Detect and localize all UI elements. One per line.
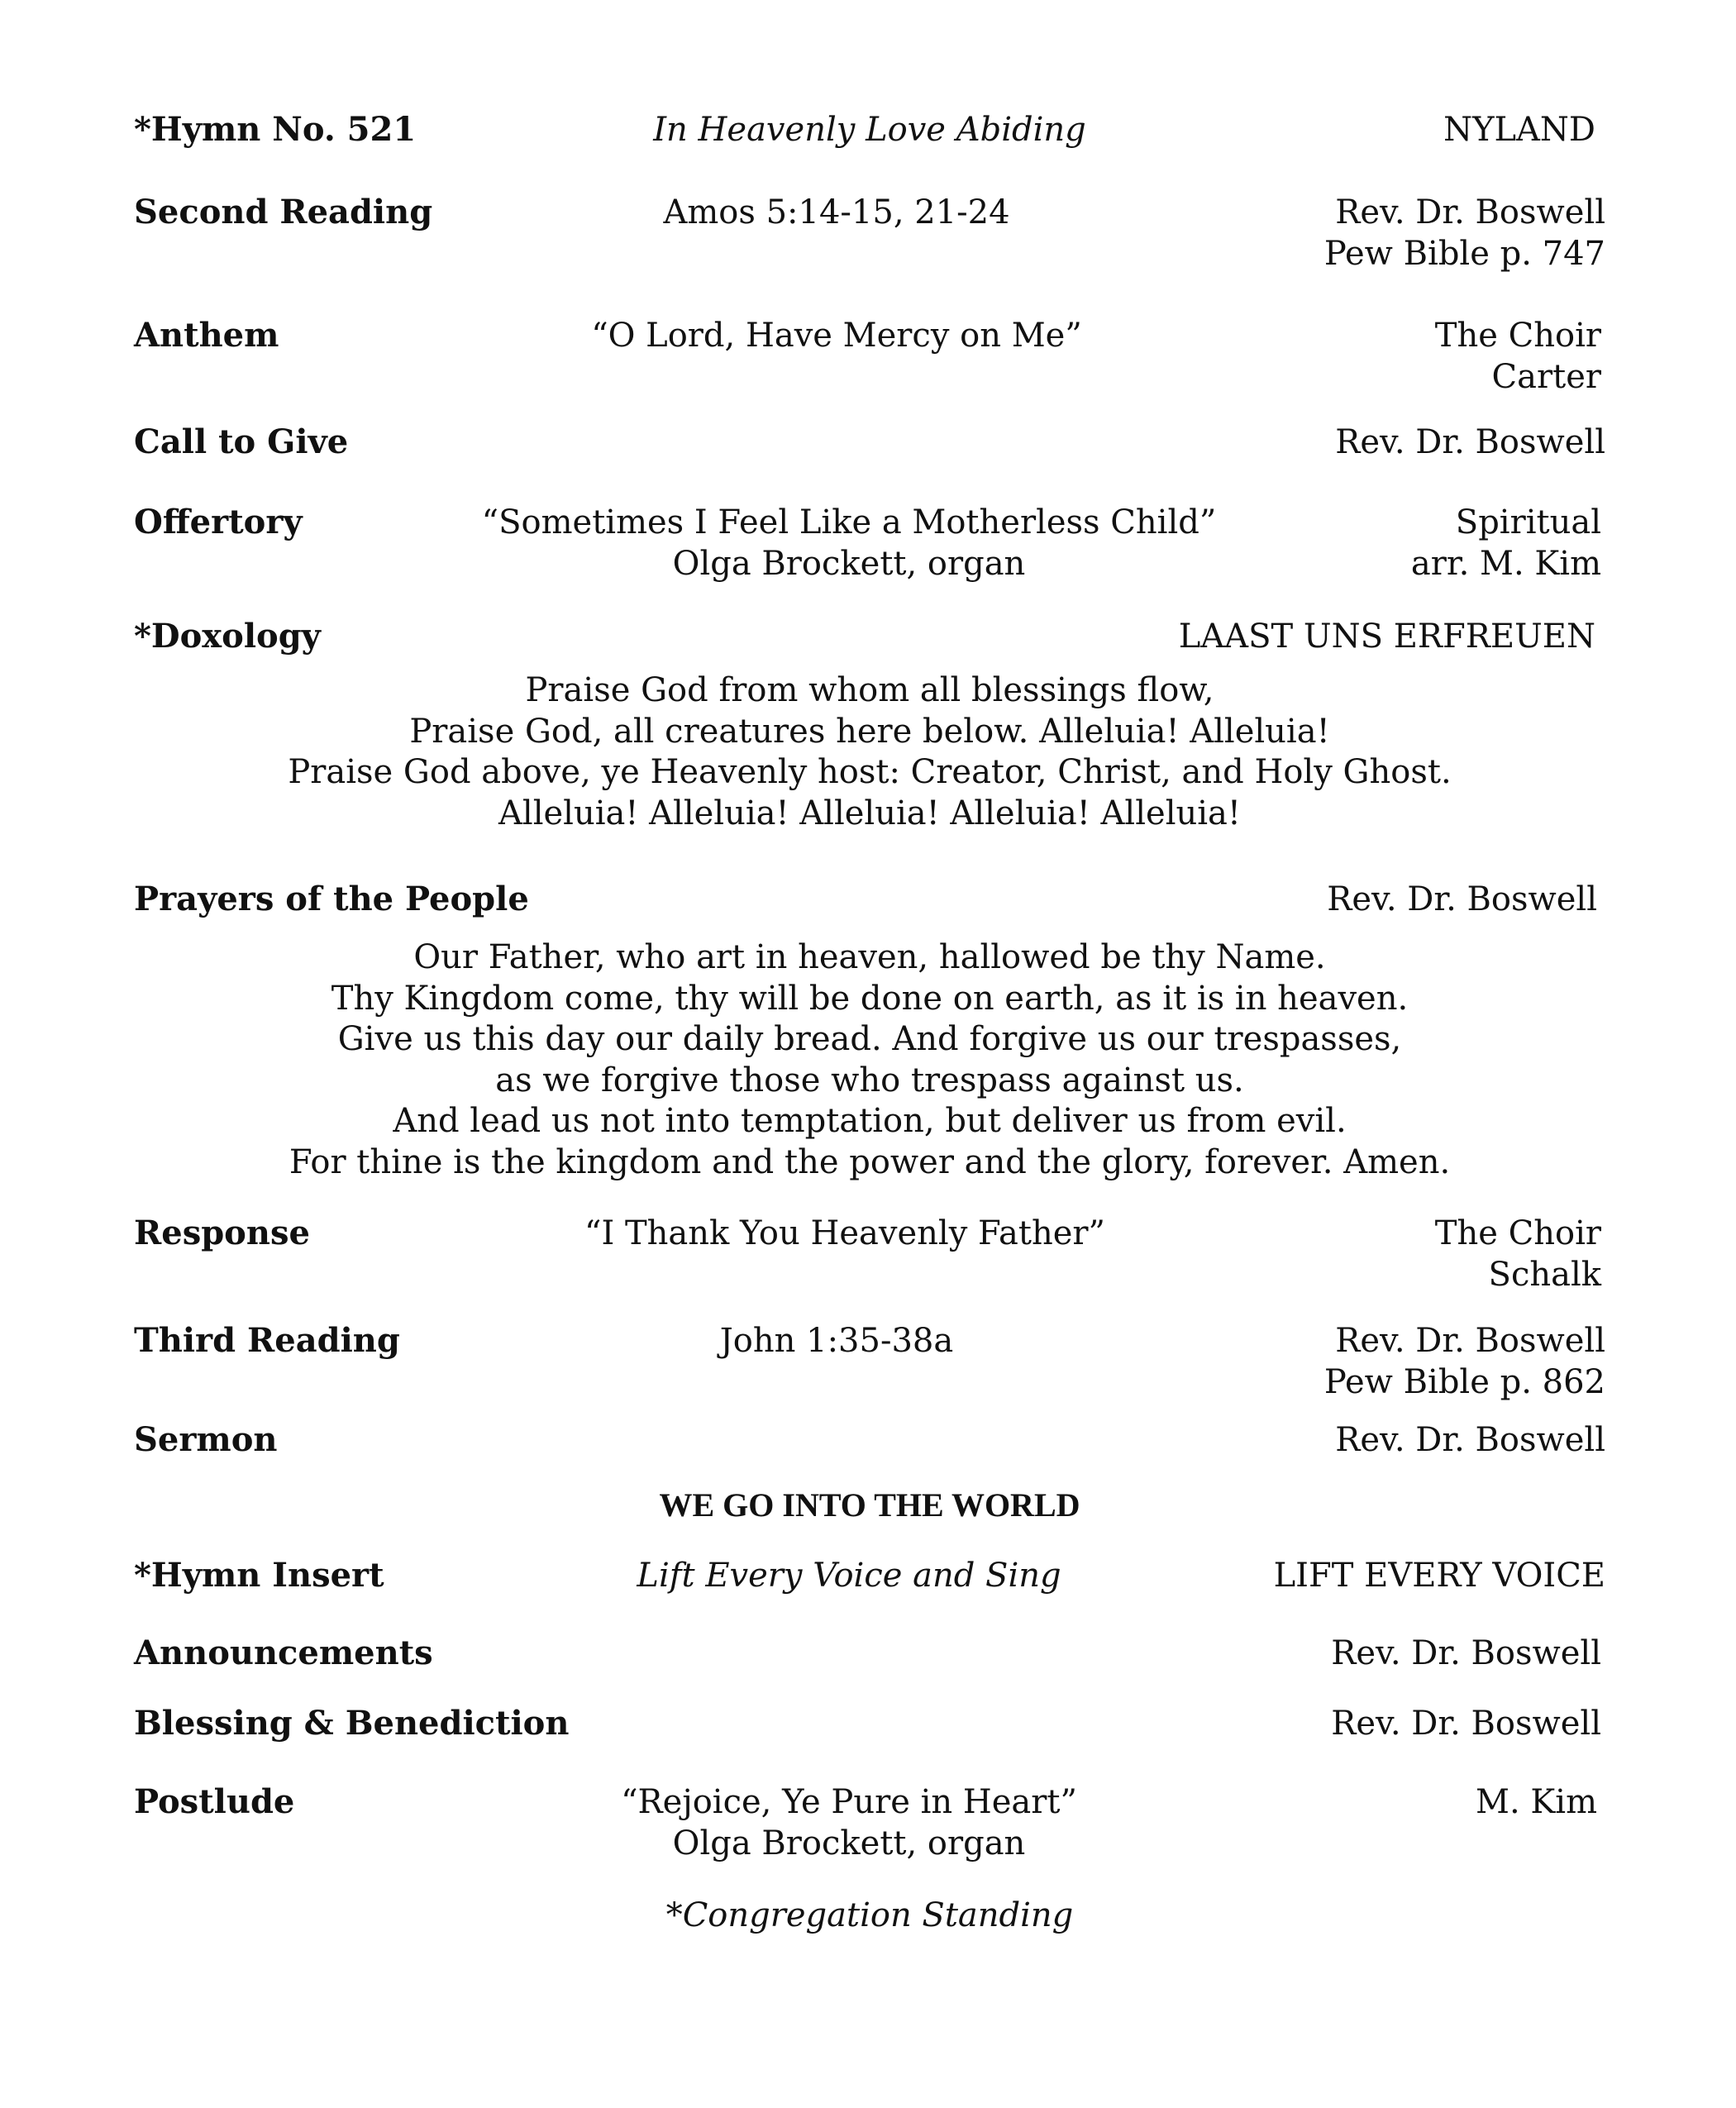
order-item-response xyxy=(134,1213,1605,1304)
item-leader: Rev. Dr. Boswell Pew Bible p. 747 xyxy=(1323,193,1605,273)
item-leader: Rev. Dr. Boswell xyxy=(1331,1634,1601,1672)
item-label: Prayers of the People xyxy=(134,880,529,918)
item-label: Blessing & Benediction xyxy=(134,1704,570,1743)
item-leader: Rev. Dr. Boswell xyxy=(1335,1421,1605,1459)
order-item-blessing-benediction xyxy=(134,1703,1605,1794)
footnote-congregation-standing: *Congregation Standing xyxy=(665,1896,1074,1934)
item-leader: Spiritual arr. M. Kim xyxy=(1410,503,1601,583)
doxology-text: Praise God from whom all blessings flow, Praise God, all creatures here below. Alleluia! Alleluia! Praise God above, ye Heavenly host: Creator, Christ, and Holy Ghost. Alleluia! Alleluia! Alleluia! Alleluia! Alleluia! xyxy=(288,671,1452,832)
scripture-reference: Amos 5:14-15, 21-24 xyxy=(663,193,1010,231)
hymn-tune: NYLAND xyxy=(1443,111,1595,149)
item-leader: Rev. Dr. Boswell xyxy=(1335,423,1605,461)
item-label: *Doxology xyxy=(134,617,321,656)
item-leader: Rev. Dr. Boswell Pew Bible p. 862 xyxy=(1323,1322,1605,1401)
order-item-anthem xyxy=(134,315,1605,406)
order-item-offertory xyxy=(134,502,1605,593)
item-label: Anthem xyxy=(134,316,279,355)
item-leader: The Choir Carter xyxy=(1434,317,1601,396)
item-label: Call to Give xyxy=(134,422,349,461)
item-leader: Rev. Dr. Boswell xyxy=(1331,1705,1601,1743)
order-item-call-to-give xyxy=(134,422,1605,513)
response-title: “I Thank You Heavenly Father” xyxy=(584,1214,1105,1252)
item-label: Response xyxy=(134,1214,310,1252)
scripture-reference: John 1:35-38a xyxy=(719,1322,954,1360)
item-label: Offertory xyxy=(134,503,303,541)
order-item-hymn-521 xyxy=(134,109,1605,200)
anthem-title: “O Lord, Have Mercy on Me” xyxy=(591,317,1082,355)
postlude-title: “Rejoice, Ye Pure in Heart” Olga Brockett, organ xyxy=(621,1783,1077,1862)
item-label: *Hymn No. 521 xyxy=(134,110,417,149)
item-label: Sermon xyxy=(134,1420,278,1459)
item-label: *Hymn Insert xyxy=(134,1556,384,1595)
item-label: Second Reading xyxy=(134,193,433,231)
order-item-second-reading xyxy=(134,192,1605,283)
hymn-tune: LIFT EVERY VOICE xyxy=(1273,1557,1605,1595)
item-label: Postlude xyxy=(134,1782,295,1821)
item-label: Third Reading xyxy=(134,1321,400,1360)
hymn-title: In Heavenly Love Abiding xyxy=(653,111,1086,149)
offertory-title: “Sometimes I Feel Like a Motherless Child” Olga Brockett, organ xyxy=(481,503,1217,583)
item-label: Announcements xyxy=(134,1633,433,1672)
hymn-tune: LAAST UNS ERFREUEN xyxy=(1178,618,1595,656)
item-leader: M. Kim xyxy=(1476,1783,1597,1821)
item-leader: Rev. Dr. Boswell xyxy=(1327,880,1597,918)
lords-prayer: Our Father, who art in heaven, hallowed be thy Name. Thy Kingdom come, thy will be done on earth, as it is in heaven. Give us this day our daily bread. And forgive us our trespasses, as we forgive those who trespass against us. And lead us not into temptation, but deliver us from evil. For thine is the kingdom and the power and the glory, forever. Amen. xyxy=(289,938,1451,1181)
hymn-title: Lift Every Voice and Sing xyxy=(637,1557,1061,1595)
order-item-third-reading xyxy=(134,1320,1605,1411)
section-heading: WE GO INTO THE WORLD xyxy=(659,1486,1080,1524)
order-item-postlude xyxy=(134,1781,1605,1872)
item-leader: The Choir Schalk xyxy=(1434,1214,1601,1294)
